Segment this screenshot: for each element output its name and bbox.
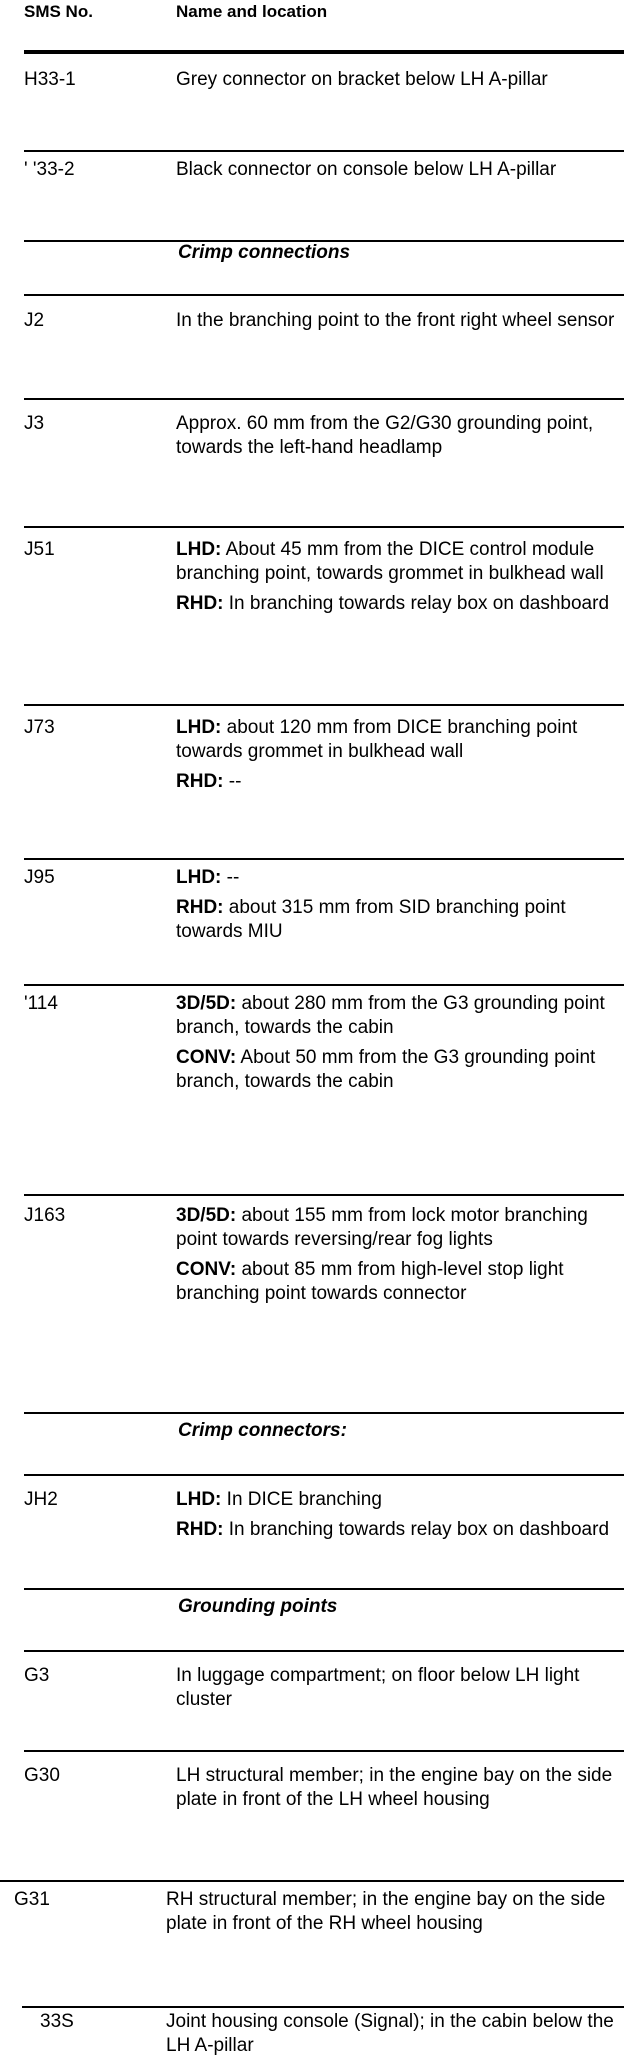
location-description — [176, 992, 626, 1094]
sms-number: J73 — [24, 717, 55, 738]
sms-number: G30 — [24, 1765, 60, 1786]
variant-label: LHD: — [176, 539, 222, 560]
location-description — [176, 412, 626, 460]
location-paragraph — [176, 896, 626, 944]
variant-label: RHD: — [176, 1519, 224, 1540]
row-divider — [24, 526, 624, 528]
column-header-sms-no: SMS No. — [24, 2, 93, 21]
location-description — [176, 1664, 626, 1712]
location-description — [166, 2010, 626, 2058]
row-divider — [24, 1650, 624, 1652]
location-paragraph — [176, 412, 626, 460]
row-divider — [24, 1750, 624, 1752]
location-text: About 45 mm from the DICE control module branching point, towards grommet in bulkhead wall — [176, 539, 604, 584]
sms-number: H33-1 — [24, 69, 76, 90]
location-paragraph — [176, 68, 626, 92]
sms-number: J3 — [24, 413, 45, 434]
variant-label: LHD: — [176, 717, 222, 738]
location-text: RH structural member; in the engine bay on the side plate in front of the RH wheel housing — [166, 1889, 606, 1934]
sms-number: J163 — [24, 1205, 66, 1226]
section-heading-crimp-connectors: Crimp connectors: — [178, 1420, 347, 1441]
location-text: -- — [221, 867, 240, 888]
location-paragraph — [176, 1046, 626, 1094]
location-paragraph — [176, 866, 626, 890]
row-divider — [22, 2006, 624, 2008]
location-paragraph — [176, 538, 626, 586]
location-description — [176, 716, 626, 794]
variant-label: RHD: — [176, 593, 224, 614]
location-paragraph — [176, 158, 626, 182]
location-text: Approx. 60 mm from the G2/G30 grounding point, towards the left-hand headlamp — [176, 413, 594, 458]
location-text: about 280 mm from the G3 grounding point branch, towards the cabin — [176, 993, 605, 1038]
location-paragraph — [176, 1258, 626, 1306]
row-divider — [24, 294, 624, 296]
location-paragraph — [176, 309, 626, 333]
location-description — [176, 1204, 626, 1306]
location-description — [176, 309, 626, 333]
variant-label: 3D/5D: — [176, 993, 237, 1014]
variant-label: 3D/5D: — [176, 1205, 237, 1226]
location-text: In branching towards relay box on dashboard — [223, 1519, 610, 1540]
sms-number: G31 — [14, 1889, 50, 1910]
variant-label: CONV: — [176, 1259, 237, 1280]
row-divider — [24, 150, 624, 152]
row-divider — [24, 1194, 624, 1196]
location-description — [176, 1488, 626, 1542]
location-paragraph — [176, 992, 626, 1040]
location-description — [176, 68, 626, 92]
location-text: about 155 mm from lock motor branching point towards reversing/rear fog lights — [176, 1205, 588, 1250]
location-paragraph — [176, 1764, 626, 1812]
location-paragraph — [176, 1518, 626, 1542]
sms-number: J51 — [24, 539, 55, 560]
location-text: LH structural member; in the engine bay on the side plate in front of the LH wheel housing — [176, 1765, 613, 1810]
location-description — [176, 158, 626, 182]
location-text: about 315 mm from SID branching point towards MIU — [176, 897, 566, 942]
row-divider — [24, 858, 624, 860]
row-divider — [24, 704, 624, 706]
location-text: Grey connector on bracket below LH A-pillar — [176, 69, 548, 90]
row-divider — [24, 398, 624, 400]
row-divider — [0, 1880, 624, 1882]
location-text: In luggage compartment; on floor below LH light cluster — [176, 1665, 580, 1710]
location-paragraph — [176, 770, 626, 794]
row-divider — [24, 1412, 624, 1414]
sms-number: 33S — [40, 2011, 74, 2032]
location-text: Black connector on console below LH A-pillar — [176, 159, 557, 180]
location-text: about 85 mm from high-level stop light branching point towards connector — [176, 1259, 564, 1304]
sms-number: ' '33-2 — [24, 159, 75, 180]
location-paragraph — [176, 592, 626, 616]
location-paragraph — [176, 1488, 626, 1512]
variant-label: LHD: — [176, 867, 222, 888]
location-paragraph — [176, 716, 626, 764]
location-paragraph — [176, 1664, 626, 1712]
location-description — [176, 1764, 626, 1812]
location-description — [176, 866, 626, 944]
location-text: In branching towards relay box on dashboard — [223, 593, 610, 614]
section-heading-crimp-connections: Crimp connections — [178, 242, 351, 263]
variant-label: LHD: — [176, 1489, 222, 1510]
location-description — [166, 1888, 626, 1936]
location-text: -- — [223, 771, 242, 792]
location-paragraph — [176, 1204, 626, 1252]
section-heading-grounding-points: Grounding points — [178, 1596, 338, 1617]
location-text: About 50 mm from the G3 grounding point branch, towards the cabin — [176, 1047, 596, 1092]
row-divider — [24, 1588, 624, 1590]
location-paragraph — [166, 2010, 626, 2058]
table-header — [0, 0, 640, 30]
location-description — [176, 538, 626, 616]
variant-label: RHD: — [176, 771, 224, 792]
sms-number: JH2 — [24, 1489, 58, 1510]
location-paragraph — [166, 1888, 626, 1936]
sms-number: J95 — [24, 867, 55, 888]
sms-number: J2 — [24, 310, 45, 331]
location-text: Joint housing console (Signal); in the cabin below the LH A-pillar — [166, 2011, 614, 2056]
location-text: about 120 mm from DICE branching point towards grommet in bulkhead wall — [176, 717, 578, 762]
row-divider — [24, 984, 624, 986]
variant-label: RHD: — [176, 897, 224, 918]
variant-label: CONV: — [176, 1047, 237, 1068]
location-text: In DICE branching — [221, 1489, 382, 1510]
row-divider — [24, 1474, 624, 1476]
location-text: In the branching point to the front right wheel sensor — [176, 310, 615, 331]
row-divider — [24, 50, 624, 54]
sms-number: '114 — [24, 993, 58, 1014]
column-header-name-location: Name and location — [176, 2, 328, 21]
sms-number: G3 — [24, 1665, 50, 1686]
